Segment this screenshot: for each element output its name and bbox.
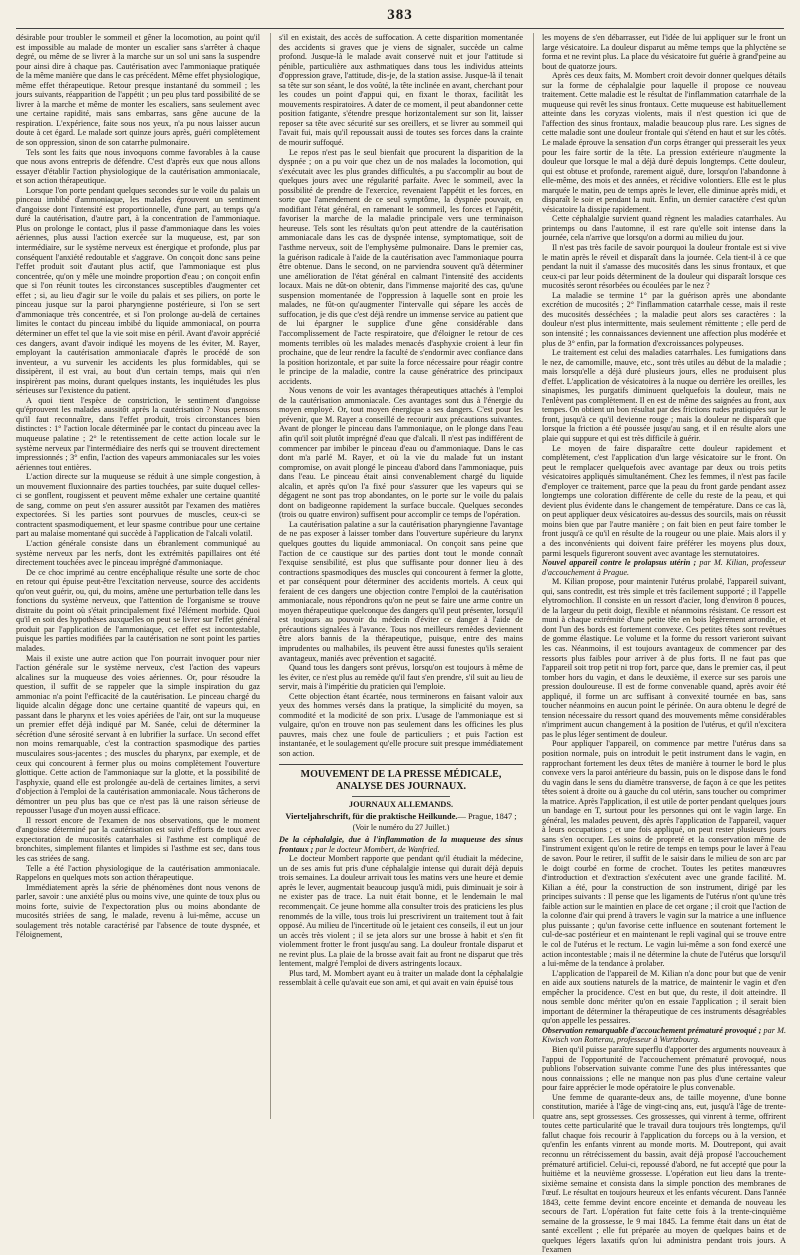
- paragraph: Plus tard, M. Mombert ayant eu à traiter un malade dont la céphalalgie ressemblait à celle qu'avait eue son ami, et qui avait en vain épuisé tous: [279, 968, 523, 988]
- paragraph: désirable pour troubler le sommeil et gêner la locomotion, au point qu'il est impossible au malade de monter un escalier sans s'arrêter à chaque degré, ou même de se livrer à la marche sur un sol uni sans la suspendre pour ainsi dire à chaque pas. Cautérisation avec l'ammoniaque pratiquée de la même manière que dans le cas précédent. Même effet physiologique, même effet thérapeutique. Retour presque instantané du sommeil ; les jours suivants, réapparition de l'appétit ; un peu plus tard possibilité de se livrer à la marche et même de monter les escaliers, sans seulement avec une certaine rapidité, mais sans embarras, sans gêne aucune de la respiration. L'expérience, faite sous nos yeux, n'a pu nous laisser aucun doute à cet égard. Le malade sort quinze jours après, guéri complètement de son oppression, sinon de son catarrhe pulmonaire.: [16, 33, 260, 148]
- column-middle: [270, 33, 523, 1119]
- paragraph: De ce choc imprimé au centre encéphalique résulte une sorte de choc en retour qui épuise peut-être l'excitation nerveuse, source des accidents qu'on veut guérir, ou, qui, du moins, amène une perturbation telle dans les fonctions du système nerveux, que l'attention de l'organisme se trouve distraite du point où s'était principalement fixé l'élément morbide. Quoi qu'il en soit des hypothèses auxquelles on peut se livrer sur l'effet général produit par l'application de l'ammoniaque, cet effet est incontestable, puisque les parties modifiées par la cautérisation ne sont point les parties malades.: [16, 567, 260, 653]
- paragraph: Il ressort encore de l'examen de nos observations, que le moment d'angoisse déterminé par la cautérisation est suivi d'efforts de toux avec expectoration de mucosités catarrhales si l'asthme est compliqué de bronchites, simplement filantes et limpides si l'asthme est sec, dans tous les cas striées de sang.: [16, 815, 260, 864]
- journal-name: Vierteljahrschrift, für die praktische Heilkunde.: [285, 812, 458, 822]
- paragraph: Quand tous les dangers sont prévus, lorsqu'on est toujours à même de les éviter, ce n'est plus au remède qu'il faut s'en prendre, s'il suit au lieu de servir, mais à l'impéritie du praticien qui l'emploie.: [279, 663, 523, 692]
- section-divider: [352, 796, 450, 797]
- paragraph: Nous venons de voir les avantages thérapeutiques attachés à l'emploi de la cautérisation ammoniacale. Ces avantages sont dus à l'énergie du moyen employé. Or, tout moyen énergique a ses dangers. C'est pour les prévenir, que M. Rayer a conseillé de recourir aux précautions suivantes. Avant de plonger le pinceau dans l'ammoniaque, on le plonge dans l'eau afin qu'il soit plutôt imprégné d'eau que d'alcali. Il n'est pas indifférent de commencer par imbiber le pinceau d'eau ou d'ammoniaque. Dans le cas dont m'a parlé M. Rayer, et où la vie du malade fut un instant compromise, on avait plongé le pinceau d'abord dans l'ammoniaque, puis dans l'eau. Le pinceau était ainsi convenablement chargé du liquide alcalin, et après qu'on l'a fixé pour s'assurer que les vapeurs qui se dégagent ne sont pas trop abondantes, on le porte sur le voile du palais dont on badigeonne rapidement la surface buccale. Quelques secondes (trois ou quatre environ) suffisent pour accomplir ce temps de l'opération.: [279, 386, 523, 520]
- journal-issue: — Prague, 1847 ;: [457, 812, 517, 822]
- article-title: De la céphalalgie, due à l'inflammation de la muqueuse des sinus frontaux ;: [279, 835, 523, 854]
- article-title: Nouvel appareil contre le prolapsus utérin ;: [542, 558, 697, 568]
- paragraph: Telle a été l'action physiologique de la cautérisation ammoniacale. Rappelons en quelques mots son action thérapeutique.: [16, 863, 260, 883]
- paragraph: L'action directe sur la muqueuse se réduit à une simple congestion, à un mouvement fluxionnaire des parties touchées, par suite duquel celles-ci se gonflent, rougissent et peuvent même exhaler une certaine quantité de sang, comme on peut s'en assurer aussitôt par l'examen des matières expectorées. Si les parties sont pourvues de muscles, ceux-ci se contractent spasmodiquement, et leur spasme contribue pour une certaine part au malaise momentané qui succède à l'application de l'alcali volatil.: [16, 472, 260, 539]
- text-columns: [16, 33, 786, 1255]
- article-title: Observation remarquable d'accouchement prématuré provoqué ;: [542, 1025, 762, 1035]
- article-author: par le docteur Mombert, de Wanfried.: [313, 844, 440, 854]
- paragraph: L'action générale consiste dans un ébranlement communiqué au système nerveux par les nerfs, dont les extrémités papillaires ont été directement touchées avec le pinceau imprégné d'ammoniaque.: [16, 538, 260, 568]
- paragraph: Cette objection étant écartée, nous terminerons en faisant valoir aux yeux des hommes versés dans la pratique, la simplicité du moyen, sa commodité et la modicité de son prix. L'usage de l'ammoniaque est si vulgaire, qu'on en trouve non pas seulement dans les officines les plus pauvres, mais chez une foule de particuliers ; et puis l'action est instantanée, et le soulagement qu'elle procure suit presque immédiatement son action.: [279, 691, 523, 759]
- paragraph: La maladie se termine 1° par la guérison après une abondante excrétion de mucosités ; 2° l'inflammation catarrhale cesse, mais il reste des mucosités desséchées ; la maladie peut alors ses caractères : la douleur n'est plus intermittente, mais seulement rémittente ; elle perd de son intensité ; les connaissances deviennent une affection plus modérée et plus de 3° enfin, par la formation d'excroissances polypeuses.: [542, 290, 786, 348]
- paragraph: Le moyen de faire disparaître cette douleur rapidement et complètement, c'est l'application d'un large vésicatoire sur le front. On peut le remplacer quelquefois avec avantage par deux ou trois petits vésicatoires appliqués simultanément. Chez les femmes, il n'est pas facile d'employer ce traitement, parce que la peau du front garde pendant assez longtemps une coloration différente de celle du reste de la peau, et qui devient plus évidente dans le changement de température. Dans ce cas là, on peut appliquer deux vésicatoires au-dessus des sourcils, mais on réussit moins bien que par l'autre manière ; on fait bien en peut faire tomber le front jusqu'à ce qu'il en résulte de la rougeur ou une plaie. Mais alors il y a des inconvénients qui doivent faire préférer les moyens plus doux, parmi lesquels figureront souvent avec avantage les sternutatoires.: [542, 443, 786, 558]
- article-heading: [542, 1026, 786, 1045]
- paragraph: Une femme de quarante-deux ans, de taille moyenne, d'une bonne constitution, mariée à l'âge de vingt-cinq ans, eut, jusqu'à l'âge de trente-quatre ans, sept grossesses. Ces grossesses, qui vinrent à terme, offrirent toutes cette particularité que le travail dura toujours très longtemps, qu'il fallut chaque fois recourir à l'application du forceps ou à la version, et qu'enfin les enfants vinrent au monde morts. M. Doutrepont, qui avait reconnu un rétrécissement du bassin, avait déjà proposé l'accouchement prématuré artificiel. Celui-ci, repoussé d'abord, ne fut accepté que pour la huitième et la neuvième grossesse. L'opération eut lieu dans la trente-sixième semaine et consista dans la simple ponction des membranes de l'œuf. Le résultat en toujours heureux et les enfants vécurent. Dans l'année 1843, cette femme devint encore enceinte et demanda de nouveau les secours de l'art. L'opération fut faite cette fois à la trente-cinquième semaine de la grossesse, le 9 mai 1845. La femme était dans un état de santé excellent ; elle fut préparée au moyen de quelques bains et de quelques légers laxatifs qu'on lui administra pendant trois jours. A l'examen: [542, 1092, 786, 1255]
- paragraph: Le repos n'est pas le seul bienfait que procurent la disparition de la dyspnée ; on a pu voir que chez un de nos malades la locomotion, qui s'exécutait avec les plus grandes difficultés, a pu s'accomplir au bout de quelques jours avec une régularité parfaite. Avec le sommeil, avec la possibilité de prendre de l'exercice, revenaient l'appétit et les forces, en sorte que l'amendement de ce seul symptôme, la dyspnée pouvait, en modifiant l'état général, en ramenant le sommeil, les forces et l'appétit, favoriser la marche de la maladie principale vers une terminaison heureuse. Tels sont les résultats qu'on peut attendre de la cautérisation ammoniacale dans les cas de dyspnée intense, symptomatique, soit de l'asthme nerveux, soit de l'emphysème pulmonaire. Dans le premier cas, la guérison radicale à l'aide de la cautérisation avec l'ammoniaque pourra être obtenue. Dans le second, on ne parviendra souvent qu'à déterminer une amélioration de l'état général en calmant l'intensité des accidents locaux. Mais ne dût-on obtenir, dans l'immense majorité des cas, qu'une suspension momentanée de l'oppression à laquelle sont en proie les malades, ne fût-on qu'augmenter l'intervalle qui sépare les accès de suffocation, je dis que c'est déjà rendre un immense service au patient que de lui épargner le supplice d'une gêne considérable dans l'accomplissement de l'acte respiratoire, que d'éloigner le retour de ces moments terribles où les malades menacés d'asphyxie croient à leur fin prochaine, que de leur rendre la faculté de s'endormir avec confiance dans la position horizontale, et par suite la force nécessaire pour réagir contre le principe de la maladie, contre la cause génératrice des principaux accidents.: [279, 147, 523, 386]
- article-author: par M. Kilian, professeur d'accouchement à Prague.: [542, 558, 786, 577]
- paragraph: La cautérisation palatine a sur la cautérisation pharyngienne l'avantage de ne pas exposer à laisser tomber dans l'ouverture supérieure du larynx quelques gouttes du liquide ammoniacal. On conçoit sans peine que l'action de ce caustique sur des parties dont tout le monde connaît l'exquise sensibilité, est plus que suffisante pour donner lieu à des contractions spasmodiques des muscles qui concourent à fermer la glotte, et par conséquent pour déterminer des accidents mortels. A ceux qui feraient de ces dangers une objection contre l'emploi de la cautérisation ammoniacale, nous répondrons qu'on ne peut se faire une arme contre un moyen thérapeutique quelconque des dangers qu'il peut présenter, lorsqu'il est toujours au pouvoir du médecin d'éviter ce danger à l'aide de précautions signalées à l'avance. Tous nos meilleurs remèdes deviennent être alors bannis de la thérapeutique, puisque, entre des mains imprudentes ou malhabiles, ils peuvent être aussi funestes qu'ils seraient avantageux, maniés avec prévention et sagacité.: [279, 519, 523, 663]
- journal-note: (Voir le numéro du 27 Juillet.): [352, 822, 450, 832]
- paragraph: Le traitement est celui des maladies catarrhales. Les fumigations dans le nez, de camomille, mauve, etc., sont très utiles au début de la maladie ; mais lorsqu'elle a déjà duré plusieurs jours, elles ne produisent plus d'effet. L'application de vésicatoires à la nuque ou derrière les oreilles, les sinapismes, les purgatifs diminuent quelquefois la douleur, mais ne l'enlèvent pas complètement. Il en est de même des saignées au front, aux tempes. On obtient un bon résultat par des frictions rudes pratiquées sur le front, jusqu'à ce qu'il devienne rouge ; mais la douleur ne disparaît que lorsque la friction a été poussée jusqu'au sang, et il en résulte alors une plaie qui suppure et qui est très difficile à guérir.: [542, 348, 786, 443]
- article-author: par M. Kiwisch von Rotterau, professeur à Wurtzbourg.: [542, 1025, 786, 1045]
- paragraph: Cette céphalalgie survient quand règnent les maladies catarrhales. Au printemps ou dans l'automne, il est rare qu'elle soit intense dans la journée, cela n'arrive que lorsqu'on a dormi au milieu du jour.: [542, 214, 786, 243]
- paragraph: les moyens de s'en débarrasser, eut l'idée de lui appliquer sur le front un large vésicatoire. La douleur disparut au même temps que la phlyctène se forma et ne revint plus. La place du vésicatoire fut guérie à grand'peine au bout de quatorze jours.: [542, 33, 786, 71]
- section-title: MOUVEMENT DE LA PRESSE MÉDICALE, ANALYSE DES JOURNAUX.: [279, 764, 523, 793]
- paragraph: s'il en existait, des accès de suffocation. A cette disparition momentanée des accidents si graves que je viens de signaler, succède un calme profond. Jusque-là le malade avait conservé nuit et jour l'attitude si pénible, particulière aux asthmatiques dans tous les individus atteints d'oppression grave, l'attitude, dis-je, de la station assise. Jusque-là il tenait sa tête sur son séant, le dos voûté, la tête inclinée en avant, cherchant pour les coudes un point d'appui qui, en fixant le thorax, facilitât les mouvements respiratoires. A dater de ce moment, il peut abandonner cette position fatigante, s'étendre presque horizontalement sur son lit, laisser reposer sa tête avec sécurité sur ses oreillers, et se livrer au sommeil qui l'avait fui, mais qu'il repoussait aussi de toutes ses forces dans la crainte de mourir suffoqué.: [279, 33, 523, 148]
- paragraph: Immédiatement après la série de phénomènes dont nous venons de parler, savoir : une anxiété plus ou moins vive, une quinte de toux plus ou moins forte, suivie de l'expectoration plus ou moins abondante de mucosités striées de sang, le malade, revenu à lui-même, accuse un soulagement très notable caractérisé par l'absence de toute dyspnée, et l'éloignement,: [16, 882, 260, 940]
- paragraph: Il n'est pas très facile de savoir pourquoi la douleur frontale est si vive le matin après le réveil et disparaît dans la journée. Cela tient-il à ce que pendant la nuit il s'amasse des mucosités dans les sinus frontaux, et que ceux-ci par leur poids déterminent de la douleur qui disparaît lorsque ces mucosités seront résorbées ou écoulées par le nez ?: [542, 243, 786, 291]
- paragraph: Le docteur Mombert rapporte que pendant qu'il étudiait la médecine, un de ses amis fut pris d'une céphalalgie intense qui durait déjà depuis trois semaines. La douleur arrivait tous les matins vers une heure et demie après le lever, augmentait beaucoup jusqu'à midi, puis diminuait je soir à ne exister pas de trace. La nuit était bonne, et le lendemain le mal recommençait. Ce jeune homme alla consulter trois des praticiens les plus renommés de la ville, tous trois lui prescrivirent un traitement tout à fait opposé. Au milieu de l'incertitude où le jetaient ces conseils, il eut un jour un accès très violent ; il se jeta alors sur une brosse à habit et s'en fit violemment frotter le front jusqu'au sang. La douleur frontale disparut et ne revint plus. La plaie de la brosse avait fait au front ne disparut que très lentement, malgré l'emploi de divers astringents locaux.: [279, 854, 523, 969]
- paragraph: L'application de l'appareil de M. Kilian n'a donc pour but que de venir en aide aux soutiens naturels de la matrice, de maintenir le vagin et d'en empêcher la procidence. C'est en but que, du reste, il doit atteindre. Il nous semble donc mériter qu'on en essaie l'application ; il serait bien important de déterminer la thérapeutique de ces instruments désagréables qu'on appelle les pessaires.: [542, 968, 786, 1026]
- header-rule: [16, 28, 784, 29]
- journal-line: [279, 812, 523, 822]
- paragraph: Tels sont les faits que nous invoquons comme favorables à la cause que nous avons entrepris de défendre. C'est d'après eux que nous allons essayer d'établir l'action physiologique de la cautérisation ammoniacale, et son action thérapeutique.: [16, 147, 260, 186]
- paragraph: Après ces deux faits, M. Mombert croit devoir donner quelques détails sur la forme de céphalalgie pour laquelle il propose ce nouveau traitement. Cette maladie est le résultat de l'inflammation catarrhale de la muqueuse qui revêt les sinus frontaux. Cette muqueuse est habituellement atteinte dans les coryzas violents, mais il n'est question ici que de l'affection des sinus frontaux, maladie beaucoup plus rare. Les signes de cette maladie sont une douleur frontale qui s'étend en haut et sur les côtés. Le malade éprouve la sensation d'un corps étranger qui presserait les yeux pour les faire sortir de la tête. La pression extérieure n'augmente la douleur que lorsque le mal a déjà duré depuis longtemps. Cette douleur, qui est obtuse et profonde, rarement aiguë, dure, lorsqu'on l'abandonne à elle-même, des mois et des années, et récidive volontiers. Elle est le plus marquée le matin, peu de temps après le lever, elle diminue après midi, et disparaît le soir et pendant la nuit. Enfin, un dernier caractère c'est qu'un vésicatoire la dissipe rapidement.: [542, 71, 786, 214]
- article-heading: [279, 835, 523, 854]
- column-right: [533, 33, 786, 1255]
- paragraph: A quoi tient l'espèce de constriction, le sentiment d'angoisse qu'éprouvent les malades aussitôt après la cautérisation ? Nous pensons qu'il faut reconnaître, dans l'effet produit, trois circonstances bien distinctes : 1° l'action locale déterminée par le contact du pinceau avec la muqueuse palatine ; 2° le retentissement de cette action locale sur le système nerveux par l'intermédiaire des nerfs qui se trouvent directement impressionnés ; 3° enfin, l'action des vapeurs ammoniacales sur les voies aériennes tout entières.: [16, 395, 260, 472]
- paragraph: Mais il existe une autre action que l'on pourrait invoquer pour nier l'action générale sur le système nerveux, c'est l'action des vapeurs alcalines sur la muqueuse des voies aériennes. Or, pour résoudre la question, il suffit de se rappeler que la simple inspiration du gaz ammoniac n'a point l'efficacité de la cautérisation. Le pinceau chargé du liquide alcalin dégage donc une certaine quantité de vapeurs qui, en passant dans le pharynx et les voies apériées de l'air, ont sur la muqueuse un premier effet déjà indiqué par M. Sanée, celui de déterminer la sécrétion d'une sérosité servant à en lubrifier la surface. Un second effet non moins remarquable, c'est la contraction spasmodique des parties musculaires sous-jacentes ; des muscles du pharynx, par exemple, et de ceux qui concourent à fermer plus ou moins complètement l'ouverture glottique. Cette action de l'ammoniaque sur la glotte, et la possibilité de l'asphyxie, quand elle est prolongée au-delà de certaines limites, a servi d'objection à l'emploi de la cautérisation ammoniacale. Nous tâcherons de démontrer un peu plus bas que ce n'est pas là une raison sérieuse de repousser l'usage d'un moyen aussi efficace.: [16, 653, 260, 816]
- paragraph: Bien qu'il puisse paraître superflu d'apporter des arguments nouveaux à l'appui de l'opportunité de l'accouchement prématuré provoqué, nous publions l'observation suivante comme l'une des plus intéressantes que nous connaissions ; elle ne manque non pas plus d'une certaine valeur pour faire apprécier le mode opératoire le plus convenable.: [542, 1044, 786, 1093]
- page-number: 383: [387, 7, 413, 23]
- paragraph: M. Kilian propose, pour maintenir l'utérus prolabé, l'appareil suivant, qui, sans contredit, est très simple et très facilement supporté ; il l'appelle elytromochlion. Il consiste en un ressort d'acier, long d'environ 8 pouces, de la largeur du petit doigt, flexible et néanmoins résistant. Ce ressort est muni à chaque extrémité d'une petite tête en bois légèrement arrondie, et dont l'un des bords est fortement convexe. Ces petites têtes sont revêtues de gomme élastique. Le volume et la forme du ressort varieront suivant les cas. Néanmoins, il est toujours avantageux de commencer par des ressorts plus faibles pour arriver à de plus forts. Il ne faut pas que l'appareil soit trop petit ni trop fort, parce que, dans le premier cas, il peut tomber hors du vagin, et dans le deuxième, il exerce sur ses parois une pression douloureuse. Il est de forme convenable quand, après avoir été appliqué, il forme un arc suffisant à convexité tournée en bas, sans toucher néanmoins en aucun point le périnée. On aura obtenu le degré de tension nécessaire du ressort quand des mouvements même considérables n'impriment aucun changement à la position de l'utérus, et qu'il n'excitera pas le plus léger sentiment de douleur.: [542, 577, 786, 739]
- column-left: [16, 33, 260, 1119]
- section-subtitle: JOURNAUX ALLEMANDS.: [348, 799, 454, 809]
- article-heading: [542, 558, 786, 577]
- paragraph: Pour appliquer l'appareil, on commence par mettre l'utérus dans sa position normale, puis on introduit le petit instrument dans le vagin, en rapprochant fortement les deux têtes de manière à tourner le bord le plus convexe vers la paroi antérieure du bassin, puis on le dispose dans le fond du vagin dans le sens du diamètre transverse, de façon à ce que les petites têtes soient à droite ou à gauche du col utérin, sans toucher ou comprimer la matrice. Après l'application, il est utile de porter pendant quelques jours un bandage en T, surtout pour les personnes qui ont le vagin large. En général, les malades peuvent, dès après l'application de l'appareil, vaquer à leurs occupations ; et une fois appliqué, on peut rester plusieurs jours sans s'en occuper. Les soins de propreté et la conservation même de l'instrument exigent qu'on le retire de temps en temps pour le laver à l'eau de savon. Pour le retirer, il suffit de le saisir dans le milieu de son arc par le doigt courbé en forme de crochet. Toutes les petites manœuvres d'introduction et d'extraction s'exécutent avec une grande facilité. M. Kilian a été, pour la construction de son instrument, dirigé par les principes suivants : Il pense que les ligaments de l'utérus n'ont qu'une très faible action sur le maintien en place de cet organe ; il croit que l'action de la colonne d'air qui prend à travers le vagin sur la matrice a une influence plus puissante ; qu'un favorise cette influence en soutenant fortement le cul-de-sac postérieur et en maintenant le repli vaginal qui se trouve entre le col de l'utérus et le rectum. Le vagin lui-même a son fond exercé une action incontestable ; mais il ne détermine la chute de l'utérus que lorsqu'il a lui-même de la tendance à prolaber.: [542, 739, 786, 969]
- paragraph: Lorsque l'on porte pendant quelques secondes sur le voile du palais un pinceau imbibé d'ammoniaque, les malades éprouvent un sentiment d'angoisse dont l'intensité est proportionnelle, d'une part, au temps qu'a duré la cautérisation, d'autre part, à la concentration de l'ammoniaque. Plus on prolonge le contact, plus il passe d'ammoniaque dans les voies aériennes, plus aussi l'action exercée sur la muqueuse, est, par son intermédiaire, sur le système nerveux est énergique et profonde, plus par conséquent l'anxiété redoutable et s'aggrave. On conçoit donc sans peine l'effet produit soit d'autant plus actif, que l'ammoniaque est plus concentrée, qu'on y mêle une moindre proportion d'eau ; on conçoit enfin que si l'on réunit toutes les circonstances susceptibles d'augmenter cet effet ; si, au lieu d'agir sur le voile du palais et ses piliers, on porte le pinceau jusque sur la paroi pharyngienne postérieure, si l'on se sert d'ammoniaque très concentrée, et si l'on prolonge au-delà de certaines limites le contact du pinceau imbibé du liquide ammoniacal, on pourra déterminer un effet tel que la vie soit mise en péril. Avant d'avoir apprécié ces dangers, avant d'avoir indiqué les moyens de les éviter, M. Rayer, employant la cautérisation ammoniacale d'après le procédé de son inventeur, a vu survenir les accidents les plus formidables, qui se dissipèrent, il est vrai, au bout d'un certain temps, mais qui n'en inspirèrent pas moins, durant quelques instants, les inquiétudes les plus sérieuses sur l'existence du patient.: [16, 185, 260, 396]
